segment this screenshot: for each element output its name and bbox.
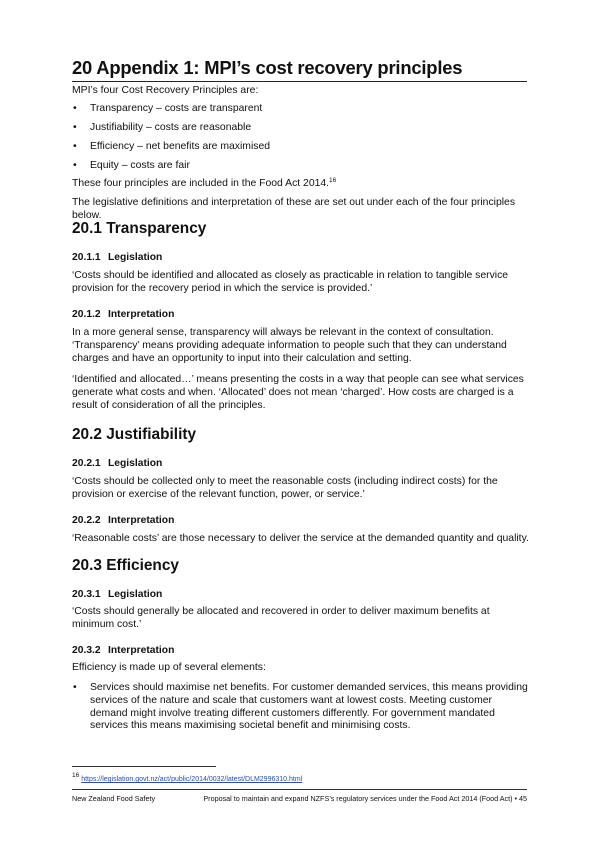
bullet-icon: • bbox=[73, 122, 77, 133]
principle-text: Transparency – costs are transparent bbox=[90, 103, 263, 114]
subheading-legislation: 20.3.1 Legislation bbox=[72, 589, 163, 600]
legislation-text: ‘Costs should generally be allocated and recovered in order to deliver maximum benefits at minimum cost.’ bbox=[72, 606, 490, 630]
footer-document-title: Proposal to maintain and expand NZFS’s regulatory services under the Food Act 2014 (Food Act) • 45 bbox=[203, 794, 527, 803]
subheading-interpretation: 20.1.2 Interpretation bbox=[72, 309, 175, 320]
subheading-interpretation: 20.2.2 Interpretation bbox=[72, 515, 175, 526]
interpretation-text: In a more general sense, transparency will always be relevant in the context of consultation. ‘Transparency’ means providing adequate information to people such that they can understand charges and have an opportunity to input into their calculation and setting. bbox=[72, 327, 507, 364]
interpretation-text: ‘Reasonable costs’ are those necessary to deliver the service at the demanded quantity and quality. bbox=[72, 533, 529, 544]
intro-text: MPI’s four Cost Recovery Principles are: bbox=[72, 85, 259, 96]
footnote bbox=[72, 772, 303, 783]
legislation-text: ‘Costs should be collected only to meet the reasonable costs (including indirect costs) for the provision or exercise of the relevant function, power, or service.’ bbox=[72, 476, 498, 500]
principle-text: Equity – costs are fair bbox=[90, 160, 190, 171]
included-text: These four principles are included in the Food Act 2014.16 bbox=[72, 177, 337, 189]
footnote-divider bbox=[72, 766, 216, 767]
bullet-icon: • bbox=[73, 682, 77, 693]
legislation-text: ‘Costs should be identified and allocated as closely as practicable in relation to tangible service provision for the recovery period in which the service is provided.’ bbox=[72, 270, 509, 294]
footnote-number: 16 bbox=[72, 772, 80, 779]
section-heading-justifiability: 20.2 Justifiability bbox=[72, 426, 197, 443]
bullet-icon: • bbox=[73, 103, 77, 114]
list-item-text: Services should maximise net benefits. For customer demanded services, this means providing services of the nature and scale that customers want at lowest costs. Meeting customer demand might involve treating different customers differently. For government mandated services this means maximising societal benefit and minimising costs. bbox=[90, 682, 528, 732]
interpretation-text: ‘Identified and allocated…’ means presenting the costs in a way that people can see what services generate what costs and when. ‘Allocated’ does not mean ‘charged’. How costs are charged is a result of consideration of all the principles. bbox=[72, 374, 524, 411]
section-heading-efficiency: 20.3 Efficiency bbox=[72, 557, 179, 574]
footer-organisation: New Zealand Food Safety bbox=[72, 794, 156, 803]
subheading-legislation: 20.1.1 Legislation bbox=[72, 252, 163, 263]
footer-divider bbox=[72, 789, 527, 790]
interpretation-text: Efficiency is made up of several elements: bbox=[72, 662, 266, 673]
page-heading: 20 Appendix 1: MPI’s cost recovery principles bbox=[72, 57, 527, 82]
footnote-ref[interactable]: 16 bbox=[329, 177, 337, 184]
bullet-icon: • bbox=[73, 160, 77, 171]
section-heading-transparency: 20.1 Transparency bbox=[72, 220, 207, 237]
principle-text: Justifiability – costs are reasonable bbox=[90, 122, 252, 133]
bullet-icon: • bbox=[73, 141, 77, 152]
footnote-link[interactable]: https://legislation.govt.nz/act/public/2014/0032/latest/DLM2996310.html bbox=[81, 776, 303, 783]
legislative-text: The legislative definitions and interpretation of these are set out under each of the four principles below. bbox=[72, 197, 516, 221]
principle-text: Efficiency – net benefits are maximised bbox=[90, 141, 270, 152]
subheading-legislation: 20.2.1 Legislation bbox=[72, 458, 163, 469]
subheading-interpretation: 20.3.2 Interpretation bbox=[72, 645, 175, 656]
